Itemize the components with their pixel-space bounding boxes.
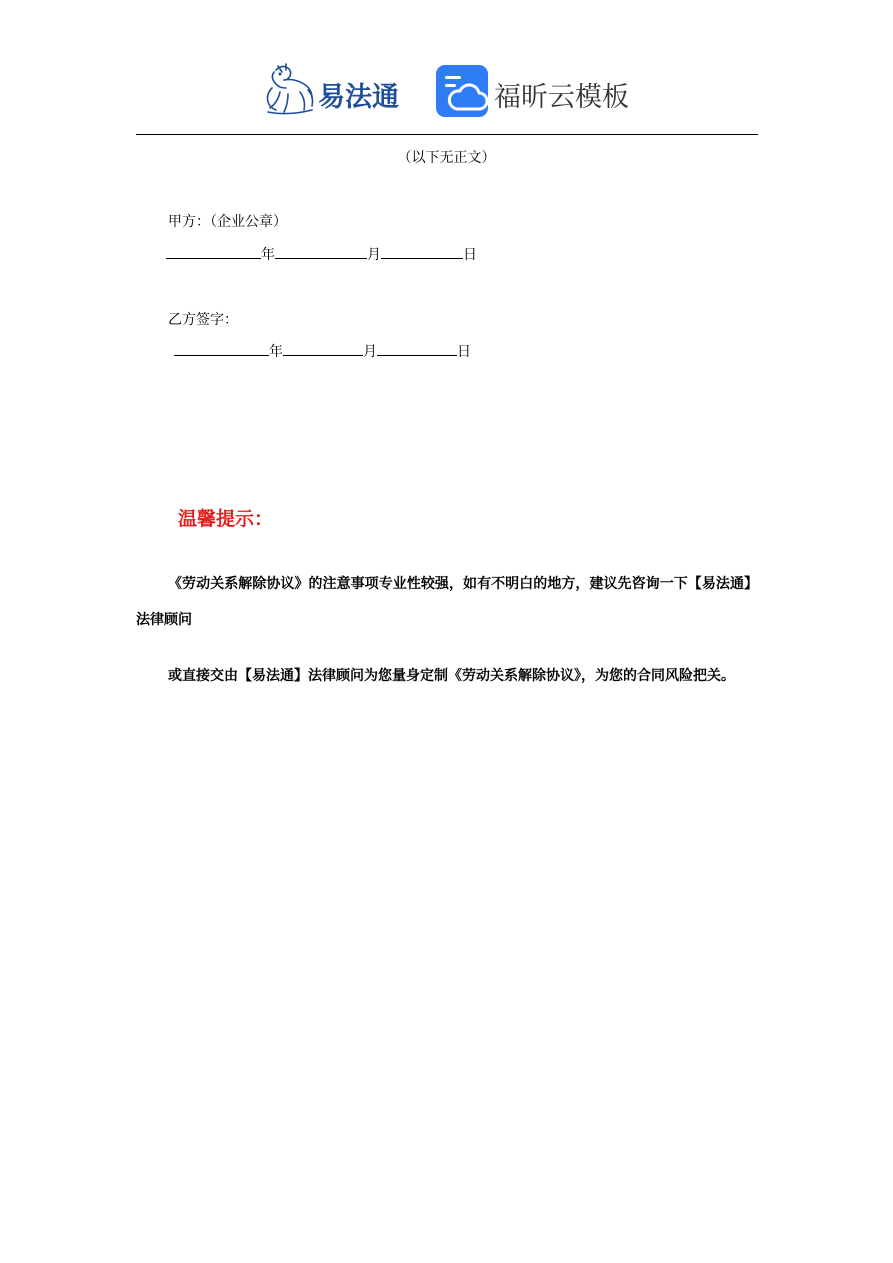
year-blank[interactable] xyxy=(166,244,261,259)
year-label: 年 xyxy=(269,344,283,360)
cloud-doc-icon xyxy=(436,65,488,117)
day-blank[interactable] xyxy=(381,244,463,259)
yifatong-logo xyxy=(262,62,414,118)
tips-paragraph-2: 或直接交由【易法通】法律顾问为您量身定制《劳动关系解除协议》，为您的合同风险把关。 xyxy=(168,668,735,684)
party-a-label: 甲方：（企业公章） xyxy=(168,214,287,230)
foxit-template-logo xyxy=(436,65,636,117)
tips-paragraph-1: 《劳动关系解除协议》的注意事项专业性较强，如有不明白的地方，建议先咨询一下【易法通】法律顾问 xyxy=(136,576,758,628)
day-blank[interactable] xyxy=(377,341,457,356)
party-a-date-line xyxy=(166,244,477,264)
horse-logo-icon xyxy=(262,62,320,118)
document-header xyxy=(0,58,893,124)
day-label: 日 xyxy=(457,344,471,360)
year-label: 年 xyxy=(261,247,275,263)
brand-left-text: 易法通 xyxy=(318,82,399,113)
day-label: 日 xyxy=(463,247,477,263)
year-blank[interactable] xyxy=(174,341,269,356)
month-blank[interactable] xyxy=(275,244,367,259)
no-more-text-note: （以下无正文） xyxy=(397,150,496,166)
brand-right-text: 福昕云模板 xyxy=(494,82,629,113)
party-b-label: 乙方签字： xyxy=(168,312,238,328)
month-label: 月 xyxy=(363,344,377,360)
header-divider xyxy=(136,134,758,135)
party-b-date-line xyxy=(174,341,471,361)
tips-title: 温馨提示： xyxy=(178,508,274,530)
month-blank[interactable] xyxy=(283,341,363,356)
month-label: 月 xyxy=(367,247,381,263)
